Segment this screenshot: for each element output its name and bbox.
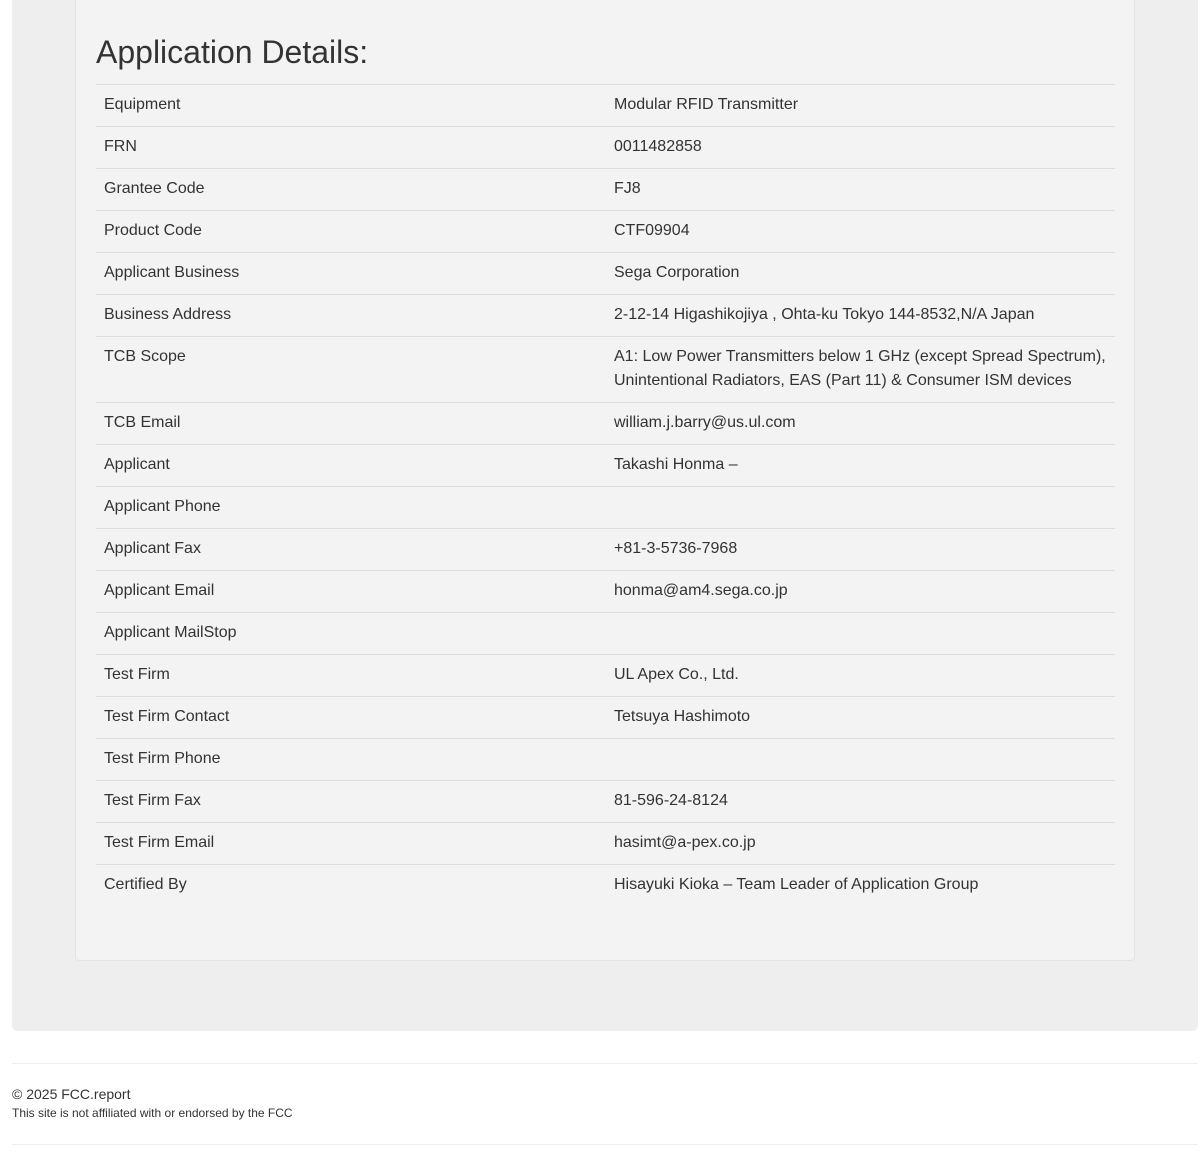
row-label: Applicant Fax	[96, 529, 606, 571]
footer-copyright: © 2025 FCC.report	[12, 1086, 131, 1102]
row-label: Applicant Business	[96, 253, 606, 295]
row-value: CTF09904	[606, 211, 1115, 253]
row-label: Applicant MailStop	[96, 613, 606, 655]
table-row	[96, 739, 1115, 781]
page-title: Application Details:	[96, 34, 369, 70]
row-value: Hisayuki Kioka – Team Leader of Application Group	[606, 865, 1115, 907]
row-label: Certified By	[96, 865, 606, 907]
row-label: Grantee Code	[96, 169, 606, 211]
row-label: Business Address	[96, 295, 606, 337]
row-value: 2-12-14 Higashikojiya , Ohta-ku Tokyo 144-8532,N/A Japan	[606, 295, 1115, 337]
row-value	[606, 487, 1115, 529]
row-label: Test Firm Email	[96, 823, 606, 865]
table-row	[96, 337, 1115, 403]
table-row	[96, 529, 1115, 571]
row-label: Applicant Phone	[96, 487, 606, 529]
table-row	[96, 403, 1115, 445]
table-row	[96, 211, 1115, 253]
row-value: hasimt@a-pex.co.jp	[606, 823, 1115, 865]
table-row	[96, 655, 1115, 697]
table-row	[96, 253, 1115, 295]
row-label: Applicant Email	[96, 571, 606, 613]
table-row	[96, 127, 1115, 169]
table-row	[96, 169, 1115, 211]
row-value: A1: Low Power Transmitters below 1 GHz (except Spread Spectrum), Unintentional Radiators, EAS (Part 11) & Consumer ISM devices	[606, 337, 1115, 403]
row-value: Takashi Honma –	[606, 445, 1115, 487]
row-label: Test Firm Phone	[96, 739, 606, 781]
footer-divider-top	[12, 1063, 1198, 1064]
row-label: Test Firm	[96, 655, 606, 697]
table-row	[96, 781, 1115, 823]
row-label: FRN	[96, 127, 606, 169]
row-value: 0011482858	[606, 127, 1115, 169]
row-label: Equipment	[96, 85, 606, 127]
row-label: Test Firm Contact	[96, 697, 606, 739]
footer-divider-bottom	[12, 1144, 1198, 1145]
table-row	[96, 85, 1115, 127]
row-value: +81-3-5736-7968	[606, 529, 1115, 571]
row-label: Applicant	[96, 445, 606, 487]
table-row	[96, 823, 1115, 865]
table-row	[96, 487, 1115, 529]
row-value: Tetsuya Hashimoto	[606, 697, 1115, 739]
table-row	[96, 613, 1115, 655]
footer-disclaimer: This site is not affiliated with or endorsed by the FCC	[12, 1106, 293, 1120]
table-row	[96, 865, 1115, 907]
row-value	[606, 739, 1115, 781]
application-details-table	[96, 84, 1115, 906]
table-row	[96, 295, 1115, 337]
table-row	[96, 445, 1115, 487]
row-value: Modular RFID Transmitter	[606, 85, 1115, 127]
row-value	[606, 613, 1115, 655]
row-value: Sega Corporation	[606, 253, 1115, 295]
row-label: Product Code	[96, 211, 606, 253]
row-label: TCB Email	[96, 403, 606, 445]
row-value: william.j.barry@us.ul.com	[606, 403, 1115, 445]
application-details-panel	[75, 0, 1135, 961]
row-label: Test Firm Fax	[96, 781, 606, 823]
content-well	[12, 0, 1198, 1031]
row-value: honma@am4.sega.co.jp	[606, 571, 1115, 613]
table-row	[96, 571, 1115, 613]
row-label: TCB Scope	[96, 337, 606, 403]
table-row	[96, 697, 1115, 739]
row-value: 81-596-24-8124	[606, 781, 1115, 823]
row-value: FJ8	[606, 169, 1115, 211]
row-value: UL Apex Co., Ltd.	[606, 655, 1115, 697]
